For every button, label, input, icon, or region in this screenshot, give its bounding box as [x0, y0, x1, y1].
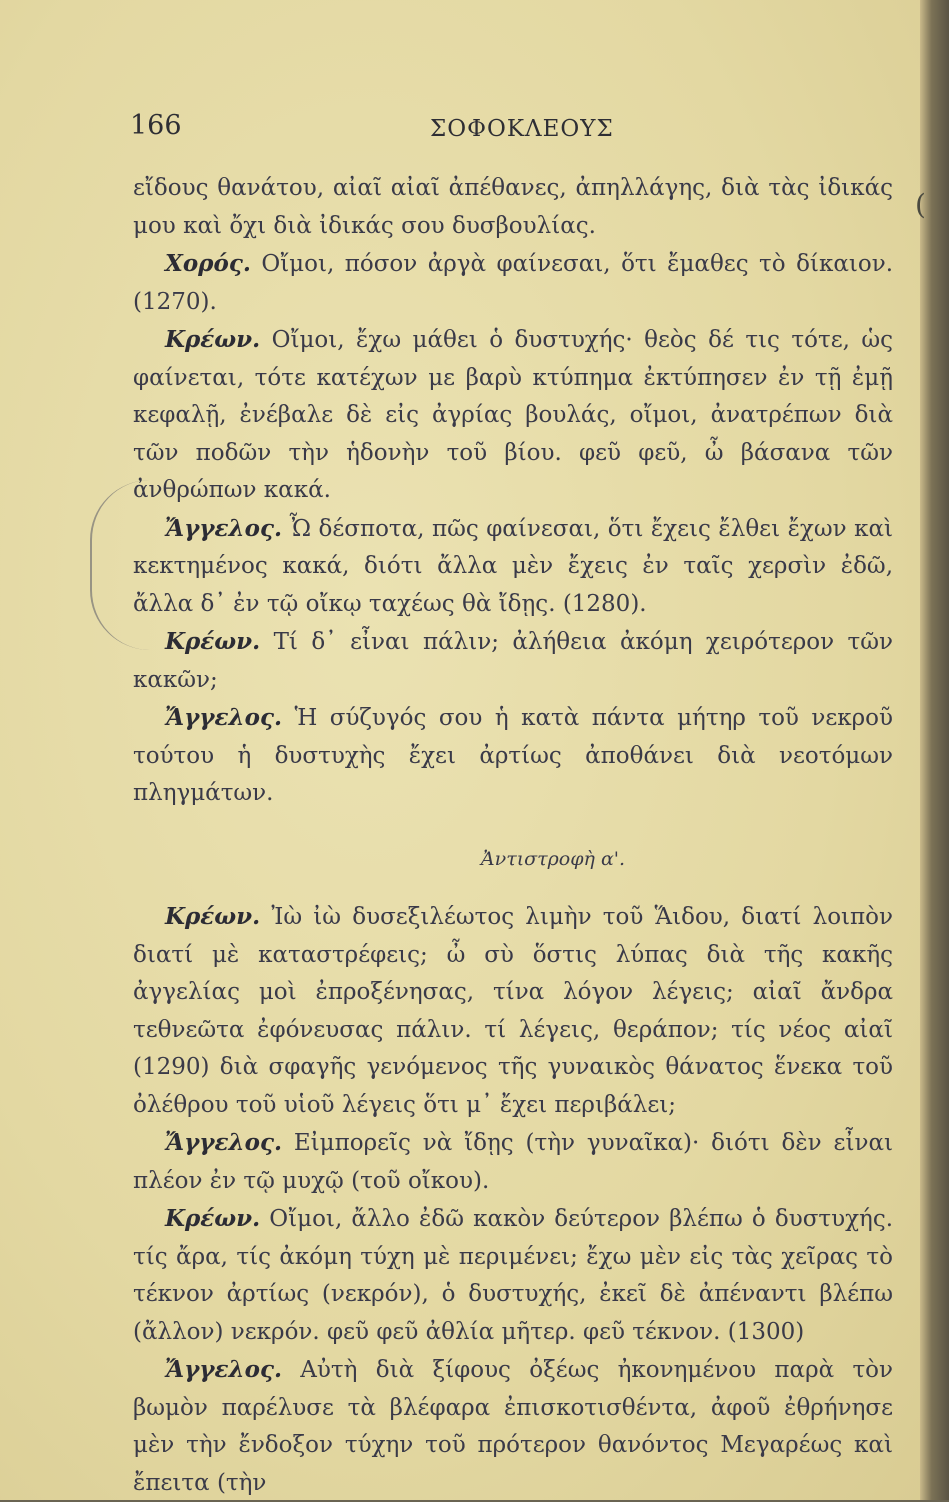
paragraph — [133, 1351, 893, 1502]
speaker-label: Ἄγγελος. — [165, 1129, 282, 1156]
paragraph — [133, 321, 893, 510]
speaker-label: Ἄγγελος. — [165, 514, 282, 542]
paragraph — [133, 510, 893, 624]
paragraph-text: Οἴμοι, ἔχω μάθει ὁ δυστυχής· θεὸς δέ τις τότε, ὡς φαίνεται, τότε κατέχων με βαρὺ κτύπημα ἐκτύπησεν ἐν τῇ ἐμῇ κεφαλῇ, ἐνέβαλε δὲ εἰς ἀγρίας βουλάς, οἴμοι, ἀνατρέπων διὰ τῶν ποδῶν τὴν ἡδονὴν τοῦ βίου. φεῦ φεῦ, ὦ βάσανα τῶν ἀνθρώπων κακά. — [133, 327, 894, 503]
paragraph — [133, 245, 893, 321]
paragraph — [133, 699, 893, 813]
edge-mark: ( — [915, 188, 926, 221]
page-header — [130, 110, 890, 150]
page-number: 166 — [130, 110, 182, 141]
paragraph — [133, 1200, 893, 1351]
speaker-label: Ἄγγελος. — [165, 1356, 282, 1383]
paragraph-text: Οἴμοι, ἄλλο ἐδῶ κακὸν δεύτερον βλέπω ὁ δυστυχής. τίς ἄρα, τίς ἀκόμη τύχη μὲ περιμένει; ἔχω μὲν εἰς τὰς χεῖρας τὸ τέκνον ἀρτίως (νεκρόν), ὁ δυστυχής, ἐκεῖ δὲ ἀπέναντι βλέπω (ἄλλον) νεκρόν. φεῦ φεῦ ἀθλία μῆτερ. φεῦ τέκνον. (1300) — [133, 1206, 894, 1345]
paragraph-text: Ἰὼ ἰὼ δυσεξιλέωτος λιμὴν τοῦ Ἅιδου, διατί λοιπὸν διατί μὲ καταστρέφεις; ὦ σὺ ὅστις λύπας διὰ τῆς κακῆς ἀγγελίας μοὶ ἐπροξένησας, τίνα λόγον λέγεις; αἰαῖ ἄνδρα τεθνεῶτα ἐφόνευσας πάλιν. τί λέγεις, θεράπον; τίς νέος αἰαῖ (1290) διὰ σφαγῆς γενόμενος τῆς γυναικὸς θάνατος ἕνεκα τοῦ ὀλέθρου τοῦ υἱοῦ λέγεις ὅτι μ᾽ ἔχει περιβάλει; — [133, 904, 893, 1118]
body-text — [133, 170, 893, 1502]
speaker-label: Κρέων. — [165, 628, 261, 655]
paragraph-text: Αὐτὴ διὰ ξίφους ὀξέως ἠκονημένου παρὰ τὸν βωμὸν παρέλυσε τὰ βλέφαρα ἐπισκοτισθέντα, ἀφοῦ ἐθρήνησε μὲν τὴν ἔνδοξον τύχην τοῦ πρότερον θανόντος Μεγαρέως καὶ ἔπειτα (τὴν — [133, 1357, 893, 1496]
paragraph-text: Ἡ σύζυγός σου ἡ κατὰ πάντα μήτηρ τοῦ νεκροῦ τούτου ἡ δυστυχὴς ἔχει ἀρτίως ἀποθάνει διὰ νεοτόμων πληγμάτων. — [133, 705, 894, 806]
book-gutter-edge — [920, 0, 949, 1500]
speaker-label: Ἄγγελος. — [165, 704, 282, 731]
speaker-label: Κρέων. — [165, 1205, 261, 1232]
paragraph-text: Ὦ δέσποτα, πῶς φαίνεσαι, ὅτι ἔχεις ἔλθει ἔχων καὶ κεκτημένος κακά, διότι ἄλλα μὲν ἔχεις ἐν ταῖς χερσὶν ἐδῶ, ἄλλα δ᾽ ἐν τῷ οἴκῳ ταχέως θὰ ἴδῃς. (1280). — [133, 515, 894, 617]
paragraph-text: εἴδους θανάτου, αἰαῖ αἰαῖ ἀπέθανες, ἀπηλλάγης, διὰ τὰς ἰδικάς μου καὶ ὄχι διὰ ἰδικάς σου δυσβουλίας. — [133, 175, 893, 239]
paragraph — [133, 623, 893, 699]
section-heading: Ἀντιστροφὴ α'. — [480, 847, 626, 870]
paragraph — [133, 170, 893, 245]
speaker-label: Κρέων. — [165, 326, 261, 353]
running-title: ΣΟΦΟΚΛΕΟΥΣ — [430, 116, 614, 142]
paragraph-text: Εἰμπορεῖς νὰ ἴδῃς (τὴν γυναῖκα)· διότι δὲν εἶναι πλέον ἐν τῷ μυχῷ (τοῦ οἴκου). — [133, 1130, 893, 1194]
paragraph-text: Τί δ᾽ εἶναι πάλιν; ἀλήθεια ἀκόμη χειρότερον τῶν κακῶν; — [133, 629, 893, 693]
paragraph — [133, 1124, 893, 1200]
speaker-label: Χορός. — [165, 250, 251, 277]
paragraph-text: Οἴμοι, πόσον ἀργὰ φαίνεσαι, ὅτι ἔμαθες τὸ δίκαιον. (1270). — [133, 251, 894, 315]
speaker-label: Κρέων. — [165, 903, 261, 930]
paragraph — [133, 898, 893, 1124]
